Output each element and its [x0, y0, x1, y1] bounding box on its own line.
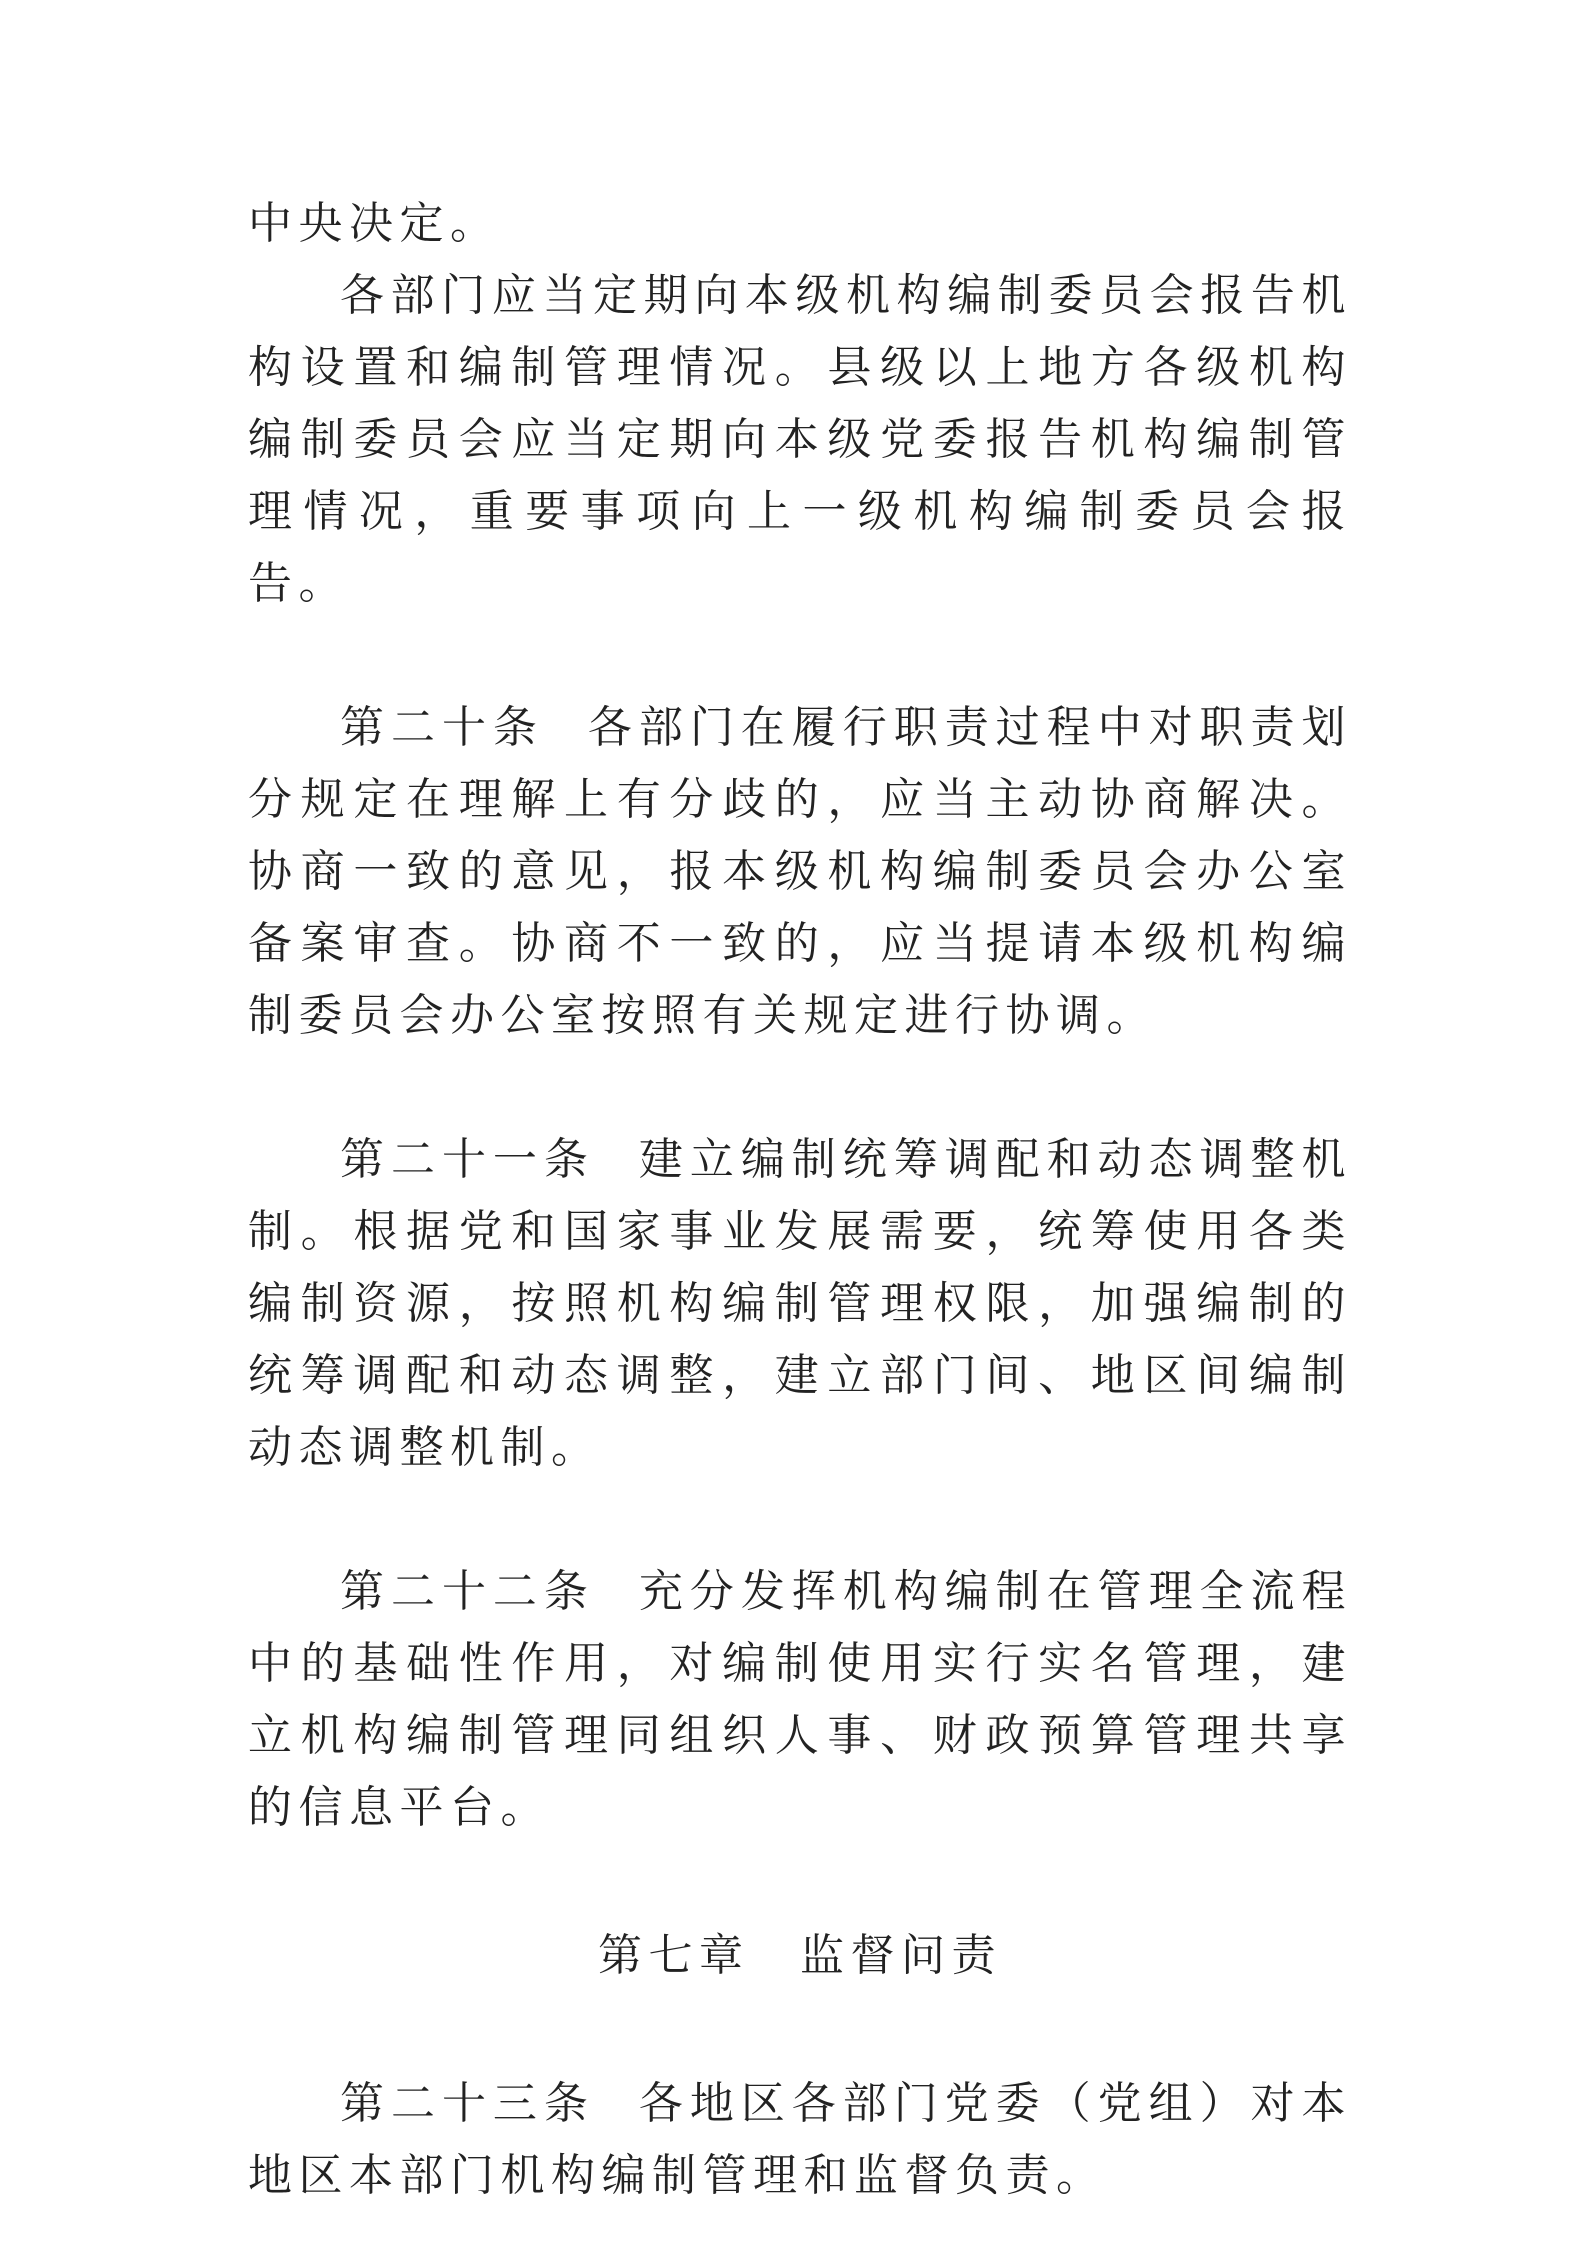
article-20: [248, 692, 1352, 1052]
article-20-number: 第二十条: [340, 702, 544, 753]
article-22-number: 第二十二条: [340, 1566, 595, 1617]
article-23-text: 各地区各部门党委（党组）对本地区本部门机构编制管理和监督负责。: [248, 2078, 1353, 2201]
article-21-text: 建立编制统筹调配和动态调整机制。根据党和国家事业发展需要，统筹使用各类编制资源，按照机构编制管理权限，加强编制的统筹调配和动态调整，建立部门间、地区间编制动态调整机制。: [248, 1134, 1353, 1473]
article-23: [248, 2068, 1352, 2212]
article-21-number: 第二十一条: [340, 1134, 595, 1185]
chapter-heading: 第七章 监督问责: [598, 1930, 1002, 1981]
article-20-text: 各部门在履行职责过程中对职责划分规定在理解上有分歧的，应当主动协商解决。协商一致的意见，报本级机构编制委员会办公室备案审查。协商不一致的，应当提请本级机构编制委员会办公室按照有关规定进行协调。: [248, 702, 1353, 1041]
article-23-number: 第二十三条: [340, 2078, 595, 2129]
article-22-text: 充分发挥机构编制在管理全流程中的基础性作用，对编制使用实行实名管理，建立机构编制管理同组织人事、财政预算管理共享的信息平台。: [248, 1566, 1353, 1833]
page-content: [248, 188, 1352, 2212]
article-21: [248, 1124, 1352, 1484]
paragraph-reporting: 各部门应当定期向本级机构编制委员会报告机构设置和编制管理情况。县级以上地方各级机构编制委员会应当定期向本级党委报告机构编制管理情况，重要事项向上一级机构编制委员会报告。: [248, 270, 1352, 609]
article-22: [248, 1556, 1352, 1844]
paragraph-continuation: 中央决定。: [248, 198, 501, 249]
